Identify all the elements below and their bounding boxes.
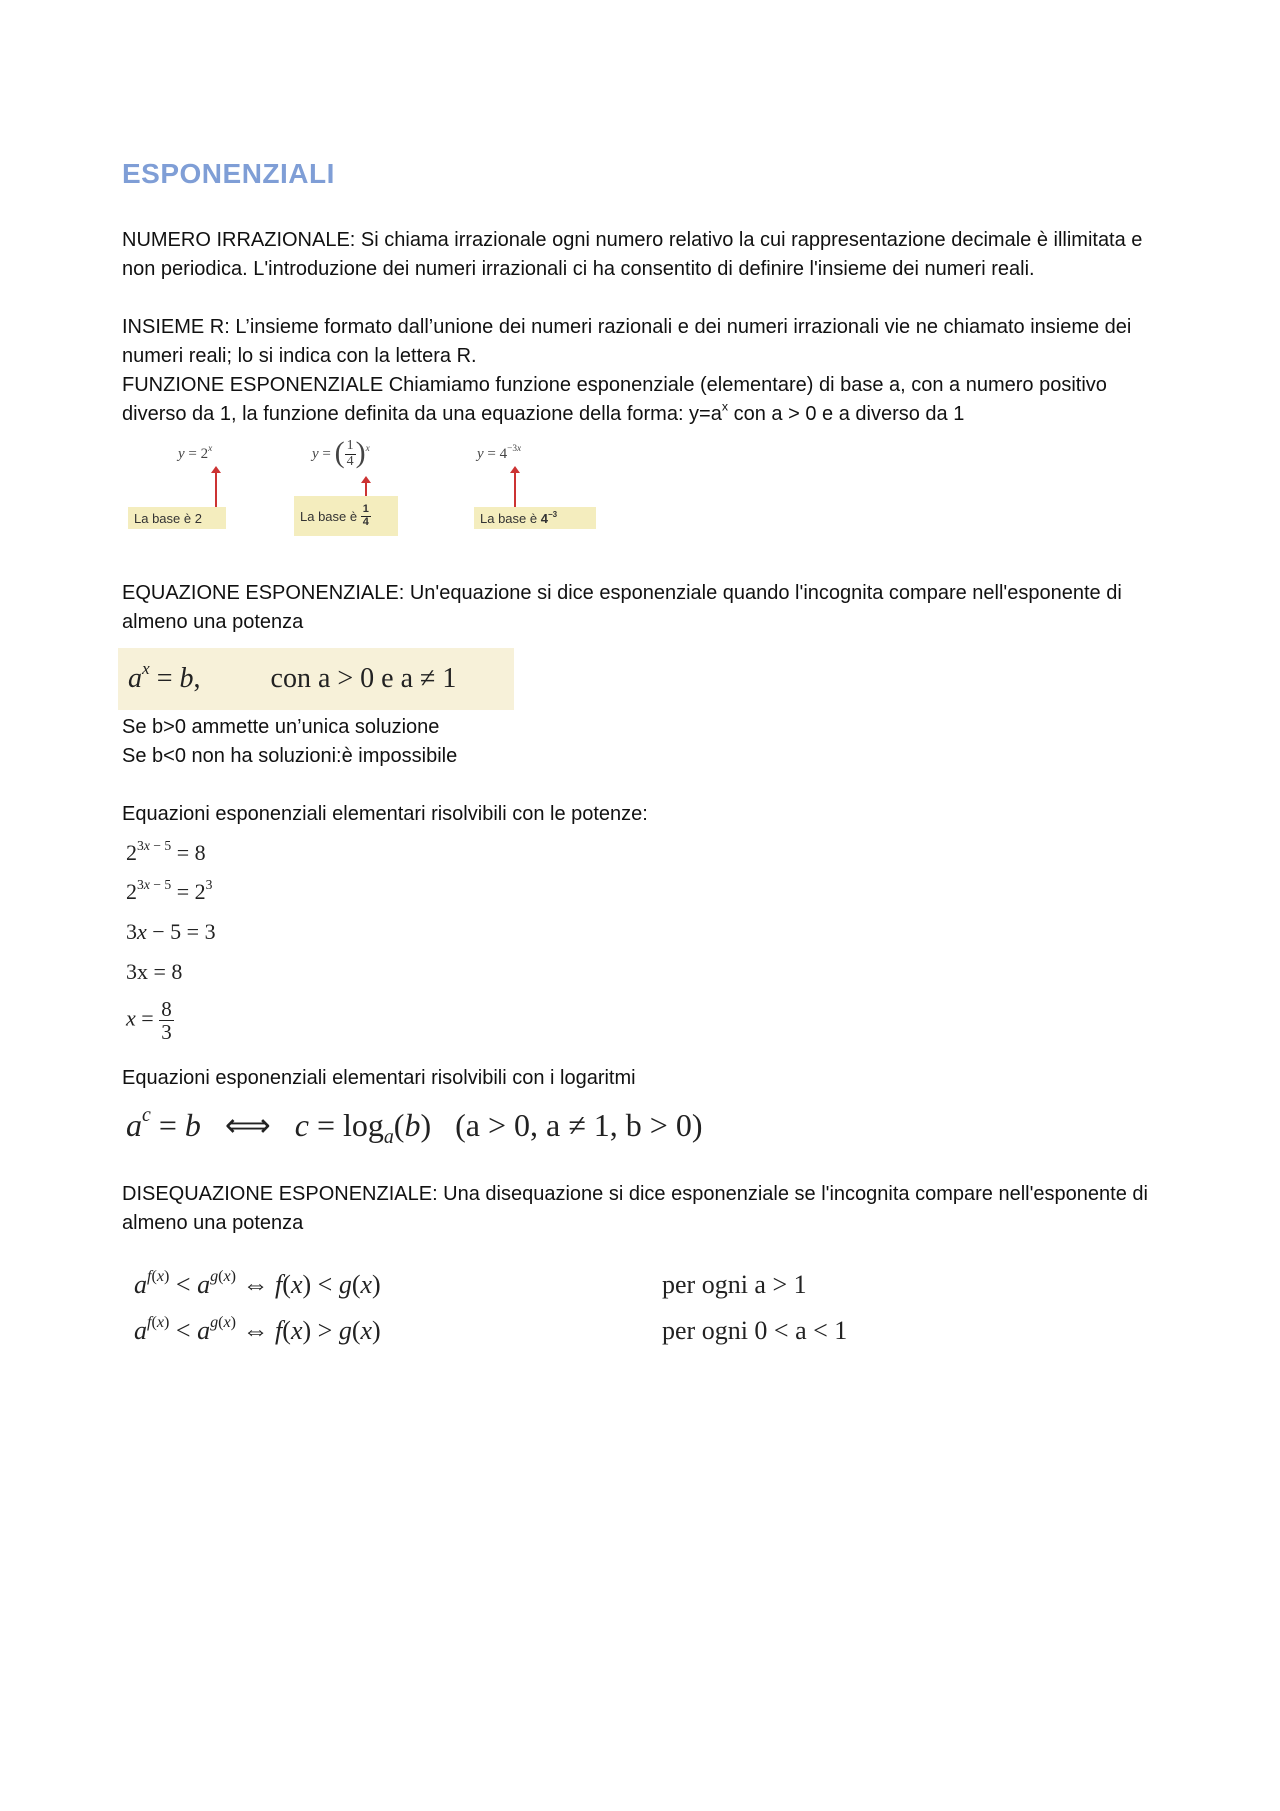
step-3: 3x − 5 = 3 <box>126 919 216 944</box>
text-b-negative: Se b<0 non ha soluzioni:è impossibile <box>122 745 458 767</box>
step-1: $2^{3x - 5} = 8$ <box>126 837 206 865</box>
step-2: $2^{3x - 5} = 2^3$ <box>126 876 213 904</box>
equation-condition: con a > 0 e a ≠ 1 <box>270 663 457 694</box>
page-title: ESPONENZIALI <box>122 158 335 189</box>
log-equivalence: $a^c = b$ ⟺ $c = \log_a(b) (a > 0$, a ≠ 1, b > 0) <box>126 1104 703 1148</box>
step-5: x = $\frac{8}{3}$ <box>126 997 172 1045</box>
paragraph-equazione-esponenziale: EQUAZIONE ESPONENZIALE: Un'equazione si dice esponenziale quando l'incognita compare nell'esponente di almeno una potenza <box>122 582 1122 633</box>
disequation-1-condition: per ogni a > 1 <box>662 1270 807 1299</box>
base-label-2: La base è 2 <box>128 507 226 529</box>
heading-logaritmi: Equazioni esponenziali elementari risolvibili con i logaritmi <box>122 1067 636 1089</box>
disequation-1: $a^{f(x)} < a^{g(x)}$ ⇔ f(x) < g(x) per ogni a > 1 <box>134 1267 807 1299</box>
base-examples-figure: $y = 2^x$ La base è 2 y = ( $\frac{1}{4}$ )$^x$ La base è $\frac{1}{4}$ $y = 4^{-3x}$ La base è $4^{-3}$ <box>122 446 602 546</box>
text-b-positive: Se b>0 ammette un’unica soluzione <box>122 716 440 738</box>
log-condition: (a > 0, a ≠ 1, b > 0) <box>455 1107 703 1143</box>
paragraph-insieme-r: INSIEME R: L’insieme formato dall’unione dei numeri razionali e dei numeri irrazionali vie ne chiamato insieme dei numeri reali; lo si indica con la lettera R. <box>122 316 1132 367</box>
disequation-2-condition: per ogni 0 < a < 1 <box>662 1316 848 1345</box>
base-label-quarter: La base è $\frac{1}{4}$ <box>294 496 398 536</box>
heading-potenze: Equazioni esponenziali elementari risolvibili con le potenze: <box>122 803 648 825</box>
paragraph-disequazione: DISEQUAZIONE ESPONENZIALE: Una disequazione si dice esponenziale se l'incognita compare nell'esponente di almeno una potenza <box>122 1183 1148 1234</box>
paragraph-funzione-esponenziale: FUNZIONE ESPONENZIALE Chiamiamo funzione esponenziale (elementare) di base a, con a numero positivo diverso da 1, la funzione definita da una equazione della forma: $y=a^x$ con a > 0 e a diverso da 1 <box>122 374 1107 425</box>
disequation-2: $a^{f(x)} < a^{g(x)}$ ⇔ f(x) > g(x) per ogni 0 < a < 1 <box>134 1313 848 1345</box>
equation-box: $a^x = b$, con a > 0 e a ≠ 1 <box>118 648 514 710</box>
base-label-4: La base è $4^{-3}$ <box>474 507 596 529</box>
paragraph-irrazionale: NUMERO IRRAZIONALE: Si chiama irrazionale ogni numero relativo la cui rappresentazione decimale è illimitata e non periodica. L'introduzione dei numeri irrazionali ci ha consentito di definire l'insieme dei numeri reali. <box>122 229 1143 280</box>
step-4: 3x = 8 <box>126 959 183 984</box>
